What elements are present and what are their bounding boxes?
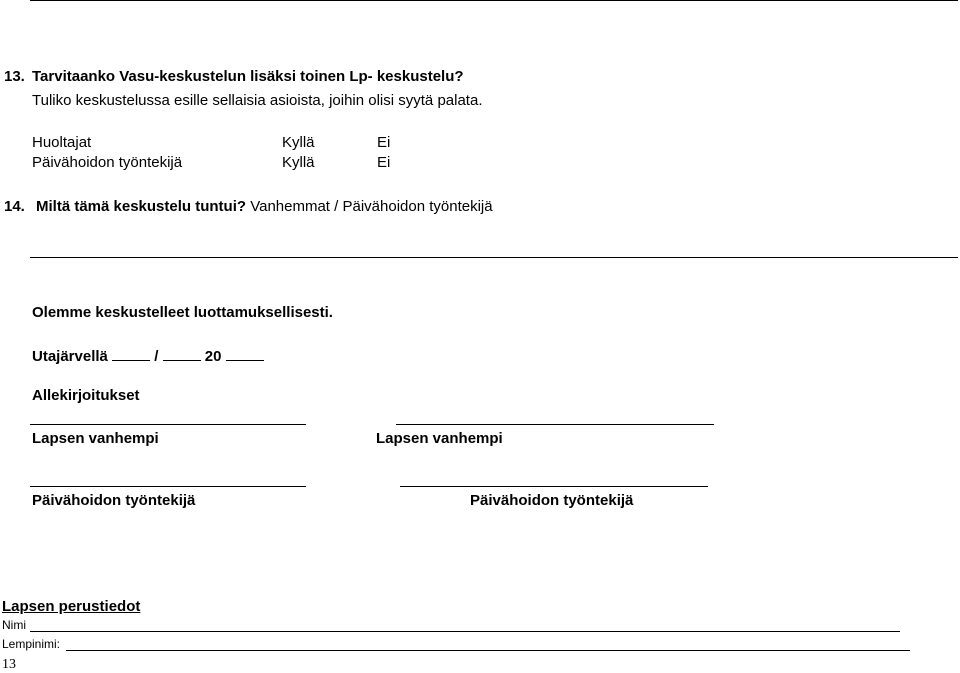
place-date: [32, 346, 264, 365]
q13-title: Tarvitaanko Vasu-keskustelun lisäksi toinen Lp- keskustelu?: [32, 68, 464, 85]
q13-number: 13.: [4, 68, 25, 85]
q13-row-guardians-label: Huoltajat: [32, 134, 92, 151]
q13-row-guardians-yes[interactable]: Kyllä: [282, 134, 315, 151]
q14-title: Miltä tämä keskustelu tuntui?: [36, 198, 247, 215]
nickname-input-line[interactable]: [66, 650, 910, 651]
q13-row-guardians-no[interactable]: Ei: [377, 134, 391, 151]
name-input-line[interactable]: [30, 631, 900, 632]
date-separator: /: [154, 348, 159, 365]
basic-info-heading: Lapsen perustiedot: [2, 598, 141, 615]
signatures-heading: Allekirjoitukset: [32, 387, 140, 404]
month-blank[interactable]: [163, 346, 201, 361]
signature-line-parent-left[interactable]: [30, 424, 306, 425]
place-label: Utajärvellä: [32, 348, 108, 365]
nickname-field-row: [2, 637, 60, 651]
q13-row-staff-no[interactable]: Ei: [377, 154, 391, 171]
signature-line-staff-left[interactable]: [30, 486, 306, 487]
q14-respondents: Vanhemmat / Päivähoidon työntekijä: [250, 198, 493, 215]
signature-label-staff-right: Päivähoidon työntekijä: [470, 492, 634, 509]
q14-number: 14.: [4, 198, 25, 215]
nickname-label: Lempinimi:: [2, 637, 61, 651]
confidential-statement: Olemme keskustelleet luottamuksellisesti.: [32, 304, 333, 321]
year-blank[interactable]: [226, 346, 264, 361]
top-answer-line: [30, 0, 958, 1]
signature-label-staff-left: Päivähoidon työntekijä: [32, 492, 196, 509]
q13-row-staff-yes[interactable]: Kyllä: [282, 154, 315, 171]
signature-line-staff-right[interactable]: [400, 486, 708, 487]
q14-answer-line[interactable]: [30, 257, 958, 258]
page-number: 13: [2, 657, 16, 672]
name-label: Nimi: [2, 618, 26, 632]
signature-label-parent-right: Lapsen vanhempi: [376, 430, 503, 447]
q13-subtitle: Tuliko keskustelussa esille sellaisia asioista, joihin olisi syytä palata.: [32, 92, 483, 109]
year-prefix: 20: [204, 348, 222, 365]
name-field-row: [2, 618, 26, 632]
q14-line: [36, 198, 493, 215]
day-month-blank[interactable]: [112, 346, 150, 361]
q13-row-staff-label: Päivähoidon työntekijä: [32, 154, 183, 171]
signature-line-parent-right[interactable]: [396, 424, 714, 425]
signature-label-parent-left: Lapsen vanhempi: [32, 430, 159, 447]
